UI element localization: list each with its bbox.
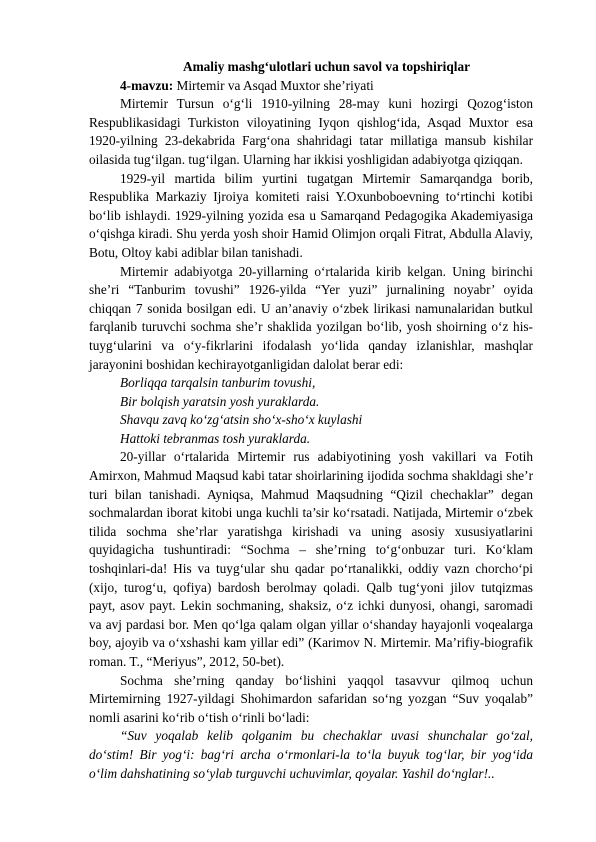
paragraph: 1929-yil martida bilim yurtini tugatgan Mirtemir Samarqandga borib, Respublika Markaziy Ijroiya komiteti raisi Y.Oxunboboevning to‘rtinchi kotibi bo‘lib ishlaydi. 1929-yilning yozida esa u Samarqand Pedagogika Akademiyasiga o‘qishga kiradi. Shu yerda yosh shoir Hamid Olimjon orqali Fitrat, Abdulla Alaviy, Botu, Oltoy kabi adiblar bilan tanishadi. xyxy=(89,170,533,260)
topic-text: Mirtemir va Asqad Muxtor she’riyati xyxy=(173,77,374,93)
topic-label: 4-mavzu: xyxy=(120,77,174,93)
page-title: Amaliy mashg‘ulotlari uchun savol va topshiriqlar xyxy=(182,59,471,74)
page-content xyxy=(89,58,533,783)
verse-line: Shavqu zavq ko‘zg‘atsin sho‘x-sho‘x kuylashi xyxy=(120,412,363,428)
verse-block xyxy=(89,374,533,448)
verse-line: Hattoki tebranmas tosh yuraklarda. xyxy=(120,430,311,446)
topic-heading xyxy=(89,77,533,96)
closing-quote: “Suv yoqalab kelib qolganim bu chechaklar uvasi shunchalar go‘zal, do‘stim! Bir yog‘i: bag‘ri archa o‘rmonlari-la to‘la buyuk tog‘lar, bir yog‘ida o‘lim dahshatining so‘ylab turguvchi uchuvimlar, qoyalar. Yashil do‘nglar!.. xyxy=(89,728,533,781)
paragraph: Mirtemir Tursun o‘g‘li 1910-yilning 28-may kuni hozirgi Qozog‘iston Respublikasidagi Turkiston viloyatining Iyqon qishlog‘ida, Asqad Muxtor esa 1920-yilning 23-dekabrida Farg‘ona shahridagi tatar millatiga mansub kishilar oilasida tug‘ilgan. tug‘ilgan. Ularning har ikkisi yoshligidan adabiyotga qiziqqan. xyxy=(89,96,533,167)
paragraph: Mirtemir adabiyotga 20-yillarning o‘rtalarida kirib kelgan. Uning birinchi she’ri “Tanburim tovushi” 1926-yilda “Yer yuzi” jurnalining noyabr’ oyida chiqqan 7 sonida bosilgan edi. U an’anaviy o‘zbek lirikasi namunalaridan butkul farqlanib turuvchi sochma she’r shaklida yozilgan bo‘lib, yosh shoirning o‘z his-tuyg‘ularini va o‘y-fikrlarini ifodalash yo‘lida qanday izlanishlar, mashqlar jarayonini boshidan kechirayotganligidan dalolat berar edi: xyxy=(89,263,533,372)
paragraph: 20-yillar o‘rtalarida Mirtemir rus adabiyotining yosh vakillari va Fotih Amirxon, Mahmud Maqsud kabi tatar shoirlarining ijodida sochma shakldagi she’r turi bilan tanishadi. Ayniqsa, Mahmud Maqsudning “Qizil chechaklar” degan sochmalardan iborat kitobi unga kuchli ta’sir ko‘rsatadi. Natijada, Mirtemir o‘zbek tilida sochma she’rlar yaratishga kirishadi va uning asosiy xususiyatlarini quyidagicha tushuntiradi: “Sochma – she’rning to‘g‘onbuzar turi. Ko‘klam toshqinlari-da! His va tuyg‘ular shu qadar po‘rtanalikki, oddiy vazn chorcho‘pi (xijo, turog‘u, qofiya) bardosh berolmay qoladi. Qalb tug‘yoni jilov tutqizmas payt, asov payt. Lekin sochmaning, shaksiz, o‘z ichki dunyosi, ohangi, saromadi va avj pardasi bor. Men qo‘lga qalam olgan yillar o‘shanday hayajonli voqealarga boy, ajoyib va o‘xshashi kam yillar edi” (Karimov N. Mirtemir. Ma’rifiy-biografik roman. T., “Meriyus”, 2012, 50-bet). xyxy=(89,449,533,669)
verse-line: Bir bolqish yaratsin yosh yuraklarda. xyxy=(120,393,320,409)
paragraph: Sochma she’rning qanday bo‘lishini yaqqol tasavvur qilmoq uchun Mirtemirning 1927-yildagi Shohimardon safaridan so‘ng yozgan “Suv yoqalab” nomli asarini ko‘rib o‘tish o‘rinli bo‘ladi: xyxy=(89,672,533,725)
verse-line: Borliqqa tarqalsin tanburim tovushi, xyxy=(120,375,316,391)
